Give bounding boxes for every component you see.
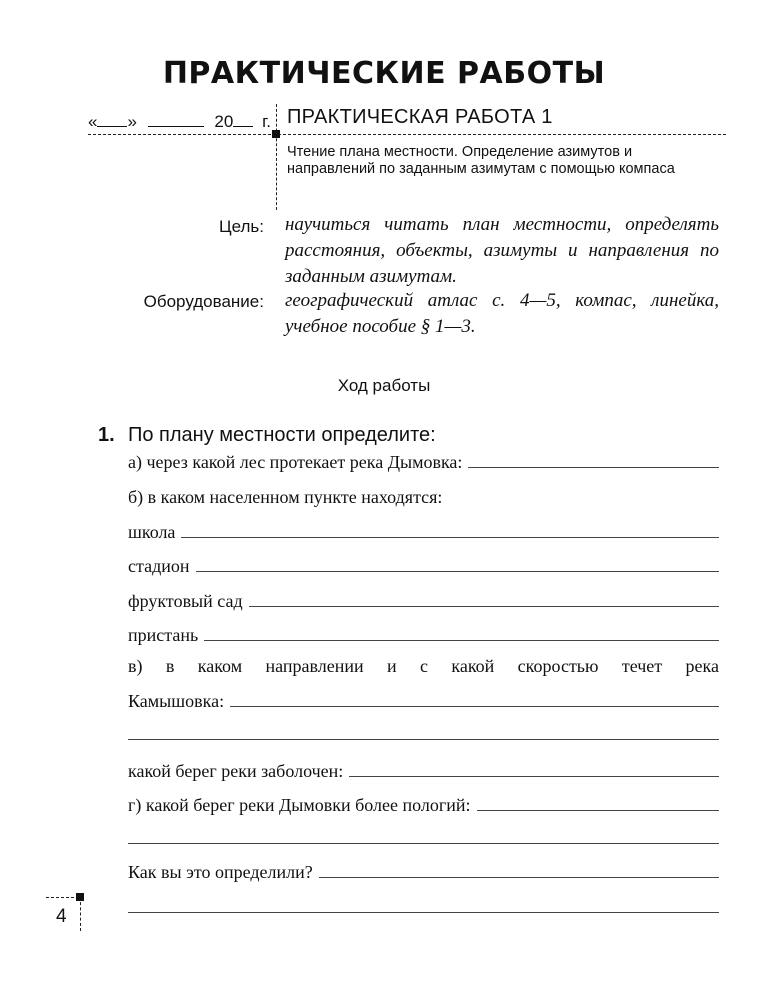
date-line [88, 112, 271, 132]
corner-square-icon [272, 130, 280, 138]
answer-line-kamyshovka[interactable] [230, 690, 719, 707]
item-stadium: стадион [128, 556, 190, 576]
answer-row-swamp [128, 760, 719, 786]
answer-line-how[interactable] [319, 861, 719, 878]
answer-line-gentle-bank[interactable] [477, 794, 719, 811]
answer-row-forest [128, 451, 719, 477]
item-pier: пристань [128, 625, 199, 645]
equipment-text: географический атлас с. 4—5, компас, линейка, учебное пособие § 1—3. [285, 290, 719, 337]
answer-row-pier [128, 624, 719, 650]
month-blank[interactable] [148, 112, 204, 127]
question-swamp: какой берег реки заболочен: [128, 761, 344, 781]
item-orchard: фруктовый сад [128, 591, 243, 611]
answer-row-school [128, 521, 719, 547]
question-text: По плану местности определите: [128, 424, 436, 446]
page-corner-rule-vertical [80, 897, 81, 931]
year-blank[interactable] [233, 112, 253, 127]
equipment-label: Оборудование: [143, 292, 264, 311]
work-title: ПРАКТИЧЕСКАЯ РАБОТА 1 [287, 106, 553, 128]
header-rule-vertical [276, 104, 277, 210]
answer-row-how [128, 861, 719, 887]
year-prefix: 20 [214, 112, 234, 131]
answer-line-school[interactable] [181, 521, 719, 538]
answer-line-stadium[interactable] [196, 555, 720, 572]
quote-close: » [127, 112, 137, 131]
item-school: школа [128, 522, 176, 542]
quote-open: « [88, 112, 98, 131]
work-subtitle: Чтение плана местности. Определение азимутов и направлений по заданным азимутам с помощью компаса [287, 144, 675, 177]
answer-line-swamp[interactable] [349, 760, 719, 777]
question-c-line1: в) в каком направлении и с какой скоростью течет река [128, 656, 719, 676]
page-corner-square-icon [76, 893, 84, 901]
answer-row-orchard [128, 590, 719, 616]
answer-line-gentle-bank-extra[interactable] [128, 843, 719, 844]
day-blank[interactable] [97, 112, 127, 127]
question-number: 1. [98, 424, 115, 446]
goal-label: Цель: [219, 217, 264, 236]
page-title: ПРАКТИЧЕСКИЕ РАБОТЫ [162, 56, 606, 91]
question-how: Как вы это определили? [128, 862, 313, 882]
answer-row-stadium [128, 555, 719, 581]
question-b: б) в каком населенном пункте находятся: [128, 487, 443, 507]
answer-line-forest[interactable] [468, 451, 719, 468]
page-number: 4 [56, 906, 67, 927]
goal-text: научиться читать план местности, определять расстояния, объекты, азимуты и направления по заданным азимутам. [285, 214, 719, 287]
answer-line-kamyshovka-extra[interactable] [128, 739, 719, 740]
question-d: г) какой берег реки Дымовки более пологий: [128, 795, 471, 815]
question-a: а) через какой лес протекает река Дымовка: [128, 452, 463, 472]
answer-line-how-extra[interactable] [128, 912, 719, 913]
answer-row-kamyshovka [128, 690, 719, 716]
answer-line-pier[interactable] [204, 624, 719, 641]
question-c-line2: Камышовка: [128, 691, 225, 711]
year-suffix: г. [262, 112, 271, 131]
answer-line-orchard[interactable] [249, 590, 719, 607]
progress-title: Ход работы [337, 376, 431, 395]
answer-row-gentle-bank [128, 794, 719, 820]
header-rule-horizontal [88, 134, 726, 135]
